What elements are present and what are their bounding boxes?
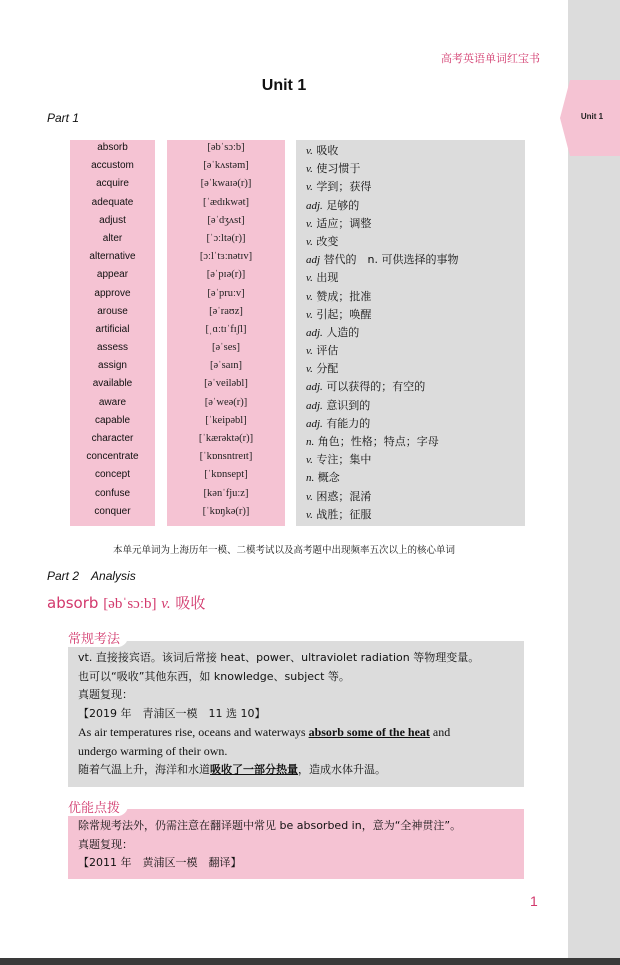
word-ipa: [əˈveiləbl] xyxy=(204,378,248,390)
word-definition xyxy=(296,304,525,322)
word-definition xyxy=(296,195,525,213)
word-ipa: [əˈkwaɪə(r)] xyxy=(200,178,252,190)
word-ipa: [əˈkʌstəm] xyxy=(203,160,249,172)
definition-text: 适应；调整 xyxy=(316,216,372,230)
word-ipa: [əbˈsɔːb] xyxy=(207,142,245,153)
word-ipa: [ɔːlˈtɜːnətɪv] xyxy=(199,251,253,263)
word-definition xyxy=(296,449,525,467)
definition-text: 替代的 n. 可供选择的事物 xyxy=(323,253,459,267)
definition-text: 足够的 xyxy=(326,198,360,212)
usage-tag: 常规考法 xyxy=(68,626,128,647)
definition-text: 学到；获得 xyxy=(316,180,372,194)
word-definition xyxy=(296,176,525,194)
word-ipa: [ˈkeipəbl] xyxy=(205,414,247,426)
part-of-speech: adj xyxy=(306,254,321,267)
word-definition xyxy=(296,431,525,449)
word-item: accustom xyxy=(91,160,134,172)
part-of-speech: n. xyxy=(306,472,315,485)
unit-note: 本单元单词为上海历年一模、二模考试以及高考题中出现频率五次以上的核心单词 xyxy=(112,545,455,556)
word-item: capable xyxy=(94,414,131,426)
word-ipa: [ˈkɒnsntreɪt] xyxy=(199,451,253,463)
part-of-speech: v. xyxy=(306,508,313,521)
word-ipa: [əˈpɪə(r)] xyxy=(206,269,246,281)
word-ipa: [ˈɔːltə(r)] xyxy=(206,232,246,244)
definition-text: 评估 xyxy=(316,344,339,358)
part-of-speech: adj. xyxy=(306,199,323,212)
usage-line-3: 真题复现： xyxy=(78,688,133,702)
word-definition xyxy=(296,213,525,231)
part-of-speech: v. xyxy=(306,454,313,467)
definition-text: 意识到的 xyxy=(326,398,371,412)
unit-title: Unit 1 xyxy=(261,77,307,94)
page-number: 1 xyxy=(530,893,538,909)
definition-text: 有能力的 xyxy=(326,416,371,430)
part1-label: Part 1 xyxy=(47,111,80,125)
highlight-translation: 吸收了一部分热量 xyxy=(210,762,298,776)
tips-line-3: 【2011 年 黄浦区一模 翻译】 xyxy=(78,856,242,870)
word-item: alternative xyxy=(89,251,136,263)
word-definition xyxy=(296,322,525,340)
word-item: assign xyxy=(98,360,127,372)
definition-text: 出现 xyxy=(316,271,339,285)
word-item: available xyxy=(92,378,133,390)
word-definition xyxy=(296,286,525,304)
word-item: conquer xyxy=(94,505,131,517)
tips-line-2: 真题复现： xyxy=(78,837,133,851)
part-of-speech: adj. xyxy=(306,399,323,412)
word-item: concentrate xyxy=(86,451,139,463)
bottom-bar xyxy=(0,958,620,965)
word-definition xyxy=(296,249,525,267)
word-ipa: [ˈædɪkwət] xyxy=(202,196,250,208)
definition-text: 概念 xyxy=(317,471,340,485)
part-of-speech: v. xyxy=(306,363,313,376)
word-definition xyxy=(296,376,525,394)
part-of-speech: n. xyxy=(306,436,315,448)
headword-definition: 吸收 xyxy=(175,594,206,612)
definition-text: 吸收 xyxy=(316,144,339,157)
tips-line-1: 除常规考法外，仍需注意在翻译题中常见 be absorbed in，意为“全神贯注”。 xyxy=(78,819,462,832)
word-definition xyxy=(296,158,525,176)
headword-pos: v. xyxy=(161,596,171,612)
word-definition xyxy=(296,140,525,158)
word-item: arouse xyxy=(97,305,128,317)
ipa-column xyxy=(167,140,285,526)
definition-text: 角色；性格；特点；字母 xyxy=(317,435,439,448)
word-item: assess xyxy=(96,342,129,354)
example-translation: 随着气温上升，海洋和水道吸收了一部分热量，造成水体升温。 xyxy=(78,762,386,776)
part-of-speech: v. xyxy=(306,345,313,358)
usage-line-1: vt. 直接接宾语。该词后常接 heat、power、ultraviolet radiation 等物理变量。 xyxy=(78,651,480,664)
definition-text: 战胜；征服 xyxy=(316,507,372,521)
word-ipa: [əˈweə(r)] xyxy=(204,396,248,408)
definition-text: 分配 xyxy=(316,362,339,376)
word-definition xyxy=(296,395,525,413)
word-definition xyxy=(296,267,525,285)
word-item: alter xyxy=(102,232,123,244)
part-of-speech: v. xyxy=(306,272,313,285)
word-definition xyxy=(296,467,525,485)
word-ipa: [əˈdʒʌst] xyxy=(207,214,245,226)
word-item: acquire xyxy=(96,178,129,190)
word-ipa: [ˈkærəktə(r)] xyxy=(198,433,254,444)
word-ipa: [əˈpruːv] xyxy=(207,287,245,299)
usage-line-4: 【2019 年 青浦区一模 11 选 10】 xyxy=(78,706,266,720)
word-definition xyxy=(296,504,525,522)
word-ipa: [kənˈfjuːz] xyxy=(203,487,249,499)
headword-ipa: [əbˈsɔːb] xyxy=(103,596,157,612)
definition-text: 专注；集中 xyxy=(316,453,372,467)
word-column xyxy=(70,140,155,526)
definition-text: 引起；唤醒 xyxy=(316,307,372,321)
word-ipa: [əˈraʊz] xyxy=(209,305,243,317)
part-of-speech: v. xyxy=(306,163,313,176)
word-ipa: [ˌɑːtɪˈfɪʃl] xyxy=(205,323,247,335)
word-item: confuse xyxy=(94,487,131,499)
definition-text: 困惑；混淆 xyxy=(316,489,372,503)
definition-column xyxy=(296,140,525,526)
part-of-speech: v. xyxy=(306,217,313,230)
part-of-speech: v. xyxy=(306,235,313,248)
part-of-speech: v. xyxy=(306,290,313,303)
word-definition xyxy=(296,486,525,504)
word-ipa: [əˈsaɪn] xyxy=(209,360,243,372)
word-item: adjust xyxy=(99,214,126,226)
word-definition xyxy=(296,340,525,358)
side-tab-label: Unit 1 xyxy=(580,112,604,121)
word-item: aware xyxy=(98,396,127,408)
part-of-speech: adj. xyxy=(306,417,323,430)
part-of-speech: v. xyxy=(306,308,313,321)
word-ipa: [ˈkɒnsept] xyxy=(204,469,248,481)
word-ipa: [ˈkɒŋkə(r)] xyxy=(202,505,250,517)
word-item: concept xyxy=(94,469,131,481)
word-definition xyxy=(296,413,525,431)
word-item: adequate xyxy=(91,196,134,208)
part2-label: Part 2 Analysis xyxy=(47,569,136,583)
example-sentence-cont: undergo warming of their own. xyxy=(78,743,228,758)
word-item: approve xyxy=(94,287,131,299)
usage-line-2: 也可以“吸收”其他东西，如 knowledge、subject 等。 xyxy=(78,669,350,683)
word-item: appear xyxy=(96,269,129,281)
part-of-speech: adj. xyxy=(306,326,323,339)
usage-box xyxy=(68,641,524,787)
highlight-phrase: absorb some of the heat xyxy=(308,725,430,740)
headword xyxy=(47,592,205,613)
example-sentence: As air temperatures rise, oceans and waterways absorb some of the heat and xyxy=(78,725,451,740)
word-definition xyxy=(296,231,525,249)
part-of-speech: v. xyxy=(306,181,313,194)
word-item: absorb xyxy=(97,142,128,153)
definition-text: 人造的 xyxy=(326,325,360,339)
definition-text: 改变 xyxy=(316,234,339,248)
part-of-speech: adj. xyxy=(306,381,323,394)
tips-tag: 优能点拨 xyxy=(68,795,128,816)
word-ipa: [əˈses] xyxy=(212,342,240,354)
definition-text: 可以获得的；有空的 xyxy=(326,380,426,394)
part-of-speech: v. xyxy=(306,145,313,157)
tips-box xyxy=(68,809,524,879)
book-title: 高考英语单词红宝书 xyxy=(441,52,540,65)
word-item: artificial xyxy=(95,323,130,335)
definition-text: 赞成；批准 xyxy=(316,289,372,303)
word-definition xyxy=(296,358,525,376)
definition-text: 使习惯于 xyxy=(316,162,361,176)
word-item: character xyxy=(91,433,134,444)
part-of-speech: v. xyxy=(306,490,313,503)
headword-word: absorb xyxy=(47,594,99,612)
